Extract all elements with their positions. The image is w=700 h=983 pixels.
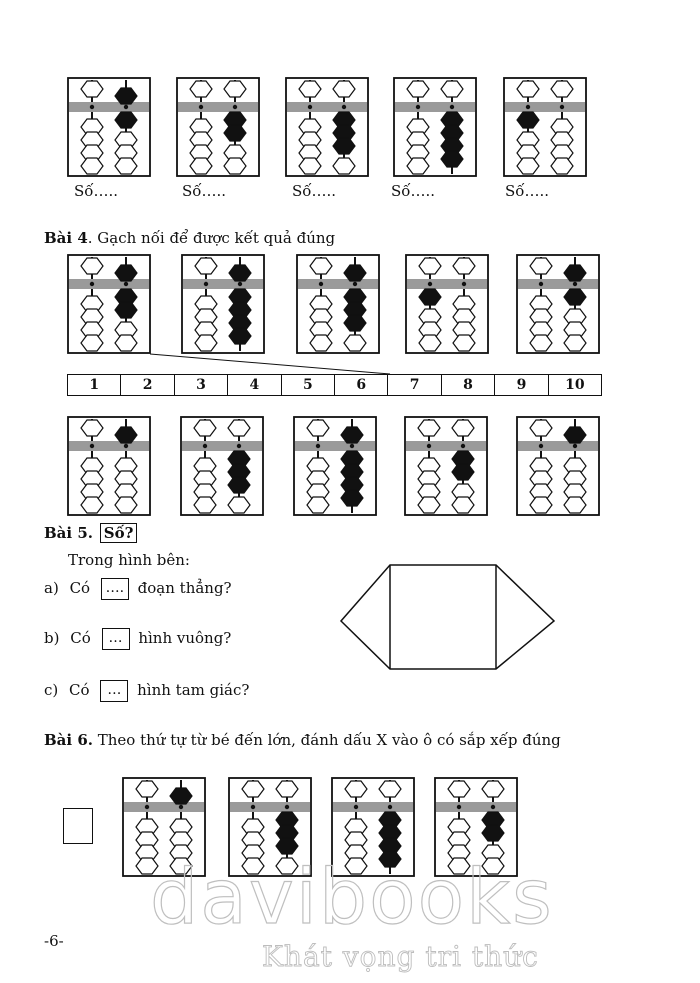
abacus-dot xyxy=(145,805,149,809)
question-letter: a) xyxy=(44,579,59,597)
abacus-dot xyxy=(251,805,255,809)
exercise-6-instruction: Theo thứ tự từ bé đến lớn, đánh dấu X vào ô có sắp xếp đúng xyxy=(92,731,561,749)
abacus xyxy=(67,254,151,354)
abacus-divider xyxy=(436,802,516,812)
abacus-divider xyxy=(298,279,378,289)
abacus-dot xyxy=(354,805,358,809)
abacus-divider xyxy=(406,441,486,451)
answer-label: Số….. xyxy=(391,182,435,200)
abacus xyxy=(293,416,377,516)
answer-box-triangles[interactable]: … xyxy=(100,680,128,702)
abacus-dot xyxy=(124,105,128,109)
abacus-dot xyxy=(461,444,465,448)
abacus-dot xyxy=(233,105,237,109)
abacus-divider xyxy=(69,441,149,451)
abacus-dot xyxy=(204,282,208,286)
abacus-dot xyxy=(539,282,543,286)
exercise-6-title: Bài 6. xyxy=(44,731,93,749)
abacus-dot xyxy=(199,105,203,109)
question-letter: b) xyxy=(44,629,60,647)
abacus xyxy=(296,254,380,354)
abacus-dot xyxy=(90,444,94,448)
abacus-dot xyxy=(319,282,323,286)
abacus-divider xyxy=(518,441,598,451)
abacus-dot xyxy=(573,282,577,286)
abacus-divider xyxy=(182,441,262,451)
abacus-dot xyxy=(526,105,530,109)
abacus xyxy=(516,254,600,354)
abacus-dot xyxy=(179,805,183,809)
exercise-4-instruction: . Gạch nối để được kết quả đúng xyxy=(87,229,336,247)
exercise-5-heading xyxy=(44,524,137,542)
watermark-logo: davibooks xyxy=(150,852,554,941)
abacus xyxy=(404,416,488,516)
abacus-divider xyxy=(124,802,204,812)
abacus-divider xyxy=(333,802,413,812)
number-cell[interactable]: 10 xyxy=(565,377,585,393)
geometry-figure xyxy=(338,563,558,683)
abacus-divider xyxy=(518,279,598,289)
number-cell[interactable]: 4 xyxy=(228,375,281,395)
abacus-dot xyxy=(308,105,312,109)
question-prefix: Có xyxy=(70,629,91,647)
abacus xyxy=(503,77,587,177)
exercise-5-intro: Trong hình bên: xyxy=(68,551,190,569)
number-cell[interactable]: 1 xyxy=(68,375,121,395)
abacus-divider xyxy=(295,441,375,451)
abacus-divider xyxy=(505,102,585,112)
mark-checkbox[interactable] xyxy=(63,808,93,844)
abacus-dot xyxy=(416,105,420,109)
abacus xyxy=(516,416,600,516)
number-cell[interactable]: 3 xyxy=(175,375,228,395)
question-suffix: đoạn thẳng? xyxy=(137,579,232,597)
abacus-dot xyxy=(124,444,128,448)
answer-box-segments[interactable]: …. xyxy=(101,578,129,600)
abacus xyxy=(181,254,265,354)
abacus xyxy=(285,77,369,177)
abacus-dot xyxy=(353,282,357,286)
number-cell[interactable]: 7 xyxy=(388,375,441,395)
abacus-dot xyxy=(427,444,431,448)
abacus-dot xyxy=(124,282,128,286)
abacus-dot xyxy=(90,105,94,109)
abacus-dot xyxy=(491,805,495,809)
abacus-dot xyxy=(285,805,289,809)
abacus xyxy=(67,77,151,177)
abacus-dot xyxy=(560,105,564,109)
number-cell[interactable]: 6 xyxy=(335,375,388,395)
abacus-dot xyxy=(457,805,461,809)
abacus-divider xyxy=(178,102,258,112)
question-suffix: hình vuông? xyxy=(138,629,232,647)
abacus-divider xyxy=(230,802,310,812)
abacus-dot xyxy=(237,444,241,448)
abacus-divider xyxy=(183,279,263,289)
exercise-5-title: Bài 5. xyxy=(44,524,93,542)
page-number: -6- xyxy=(44,932,64,950)
abacus-divider xyxy=(407,279,487,289)
abacus-dot xyxy=(428,282,432,286)
question-letter: c) xyxy=(44,681,59,699)
question-c xyxy=(44,680,249,702)
exercise-4-title: Bài 4 xyxy=(44,229,88,247)
abacus-divider xyxy=(287,102,367,112)
abacus-divider xyxy=(395,102,475,112)
answer-label: Số….. xyxy=(74,182,118,200)
answer-label: Số….. xyxy=(292,182,336,200)
question-prefix: Có xyxy=(69,579,91,597)
abacus-dot xyxy=(539,444,543,448)
question-suffix: hình tam giác? xyxy=(137,681,250,699)
abacus-dot xyxy=(90,282,94,286)
number-line xyxy=(67,374,602,396)
abacus xyxy=(180,416,264,516)
exercise-4-heading xyxy=(44,229,335,247)
abacus xyxy=(393,77,477,177)
answer-label: Số….. xyxy=(505,182,549,200)
abacus-divider xyxy=(69,102,149,112)
abacus-dot xyxy=(316,444,320,448)
abacus-dot xyxy=(388,805,392,809)
abacus-divider xyxy=(69,279,149,289)
abacus-dot xyxy=(342,105,346,109)
answer-label: Số….. xyxy=(182,182,226,200)
abacus-dot xyxy=(462,282,466,286)
exercise-6-heading xyxy=(44,731,561,749)
answer-box-squares[interactable]: … xyxy=(102,628,130,650)
exercise-5-tag: Số? xyxy=(100,523,138,543)
watermark-slogan: Khát vọng tri thức xyxy=(262,940,539,973)
abacus-dot xyxy=(350,444,354,448)
abacus-dot xyxy=(203,444,207,448)
abacus-dot xyxy=(450,105,454,109)
abacus-dot xyxy=(573,444,577,448)
question-prefix: Có xyxy=(69,681,90,699)
question-b xyxy=(44,628,231,650)
number-cell[interactable]: 2 xyxy=(121,375,174,395)
abacus xyxy=(67,416,151,516)
abacus-dot xyxy=(238,282,242,286)
number-cell[interactable]: 8 xyxy=(442,375,495,395)
question-a xyxy=(44,578,232,600)
number-cell[interactable]: 9 xyxy=(495,375,548,395)
abacus xyxy=(176,77,260,177)
abacus xyxy=(405,254,489,354)
number-cell[interactable]: 5 xyxy=(282,375,335,395)
